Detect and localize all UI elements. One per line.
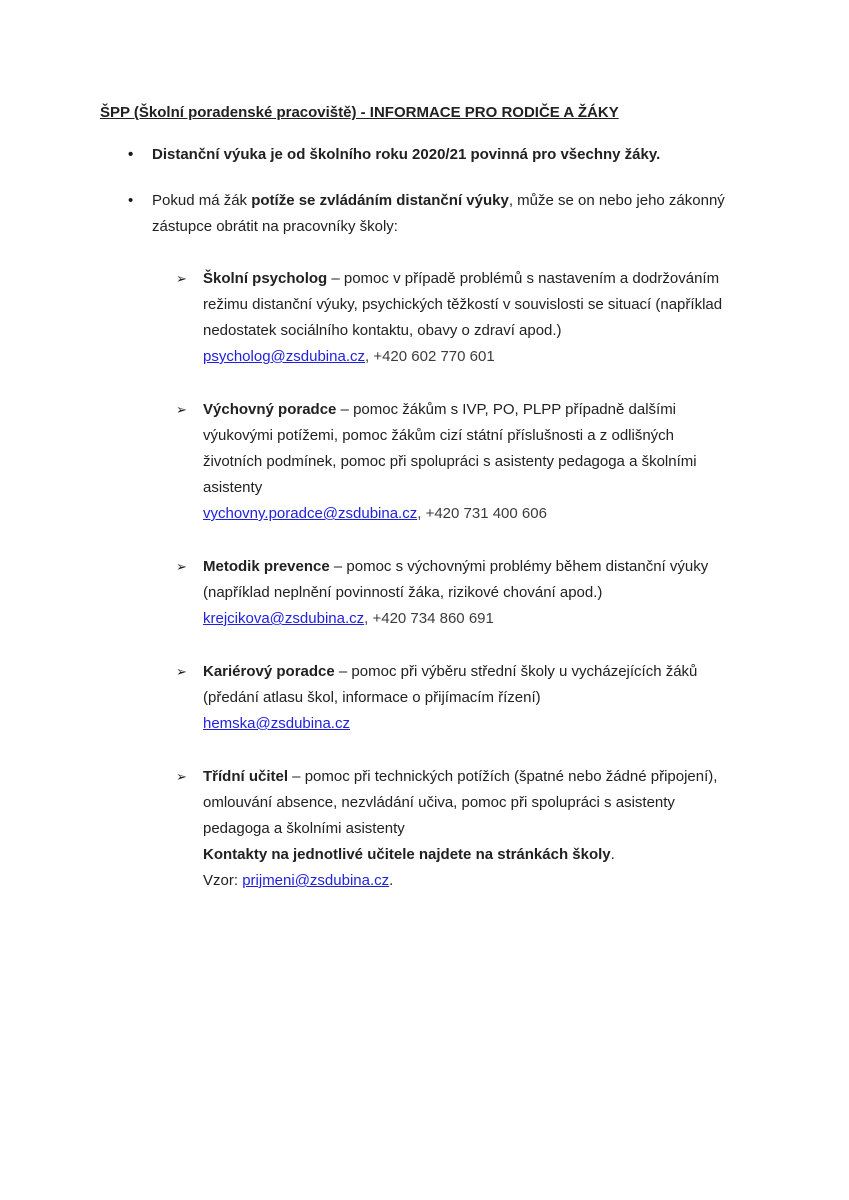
role-name: Metodik prevence: [203, 558, 330, 575]
list-item-pokud-ma-zak: [100, 188, 735, 240]
phone-number: , +420 734 860 691: [364, 610, 494, 627]
text-run: Pokud má žák: [152, 192, 252, 209]
list-item-text: [152, 188, 735, 240]
role-description: pomoc s výchovnými problémy během distanční výuky (například neplnění povinností žáka, rizikové chování apod.): [203, 558, 709, 601]
vzor-line: [203, 868, 735, 894]
separator: –: [327, 270, 344, 287]
role-description: pomoc při technických potížích (špatné nebo žádné připojení), omlouvání absence, nezvládání učiva, pomoc při spolupráci s asistenty pedagoga a školními asistenty: [203, 768, 718, 837]
list-item-distancni-vyuka: [100, 142, 735, 168]
list-item-text: [152, 142, 735, 168]
role-name: Kariérový poradce: [203, 663, 335, 680]
bold-statement: Distanční výuka je od školního roku 2020/21 povinná pro všechny žáky.: [152, 146, 661, 163]
bold-text-run: potíže se zvládáním distanční výuky: [251, 192, 509, 209]
email-link[interactable]: hemska@zsdubina.cz: [203, 715, 350, 732]
arrow-bullet-icon: ➢: [176, 769, 187, 784]
separator: –: [336, 401, 354, 418]
list-item-vychovny-poradce: [176, 397, 735, 527]
arrow-bullet-icon: ➢: [176, 402, 187, 417]
list-item-text: [203, 554, 735, 632]
staff-list: [100, 266, 735, 894]
contact-line: [203, 711, 735, 737]
email-link[interactable]: psycholog@zsdubina.cz: [203, 348, 365, 365]
role-description: pomoc při výběru střední školy u vycházejících žáků (předání atlasu škol, informace o přijímacím řízení): [203, 663, 698, 706]
text-run: , může se on nebo jeho zákonný zástupce obrátit na pracovníky školy:: [152, 192, 725, 235]
contact-line: [203, 501, 735, 527]
separator: –: [329, 558, 347, 575]
bullet-icon: •: [128, 146, 134, 163]
list-item-metodik-prevence: [176, 554, 735, 632]
arrow-bullet-icon: ➢: [176, 559, 187, 574]
email-link[interactable]: vychovny.poradce@zsdubina.cz: [203, 505, 418, 522]
email-link[interactable]: prijmeni@zsdubina.cz: [242, 872, 390, 889]
list-item-karierovy-poradce: [176, 659, 735, 737]
list-item-text: [203, 266, 735, 370]
phone-number: , +420 731 400 606: [417, 505, 547, 522]
text-run: Vzor:: [203, 872, 243, 889]
contact-line: [203, 606, 735, 632]
contact-line: [203, 344, 735, 370]
separator: –: [288, 768, 305, 785]
list-item-text: [203, 764, 735, 894]
phone-number: , +420 602 770 601: [364, 348, 495, 365]
arrow-bullet-icon: ➢: [176, 664, 187, 679]
role-description: pomoc v případě problémů s nastavením a dodržováním režimu distanční výuky, psychických těžkostí v souvislosti se situací (například nedostatek sociálního kontaktu, obavy o zdraví apod.): [203, 270, 723, 339]
email-link[interactable]: krejcikova@zsdubina.cz: [203, 610, 365, 627]
bullet-icon: •: [128, 192, 134, 209]
role-name: Třídní učitel: [203, 768, 289, 785]
separator: –: [334, 663, 352, 680]
page-title: ŠPP (Školní poradenské pracoviště) - INFORMACE PRO RODIČE A ŽÁKY: [100, 104, 619, 121]
list-item-text: [203, 659, 735, 737]
role-name: Školní psycholog: [203, 270, 328, 287]
contacts-note: [203, 842, 735, 868]
role-name: Výchovný poradce: [203, 401, 337, 418]
bold-text-run: Kontakty na jednotlivé učitele najdete na stránkách školy: [203, 846, 611, 863]
role-description: pomoc žákům s IVP, PO, PLPP případně dalšími výukovými potížemi, pomoc žákům cizí státní příslušnosti a z odlišných životních podmínek, pomoc při spolupráci s asistenty pedagoga a školními asistenty: [203, 401, 697, 496]
list-item-skolni-psycholog: [176, 266, 735, 370]
list-item-text: [203, 397, 735, 527]
text-run: .: [389, 872, 394, 889]
arrow-bullet-icon: ➢: [176, 271, 187, 286]
text-run: .: [610, 846, 615, 863]
list-item-tridni-ucitel: [176, 764, 735, 894]
